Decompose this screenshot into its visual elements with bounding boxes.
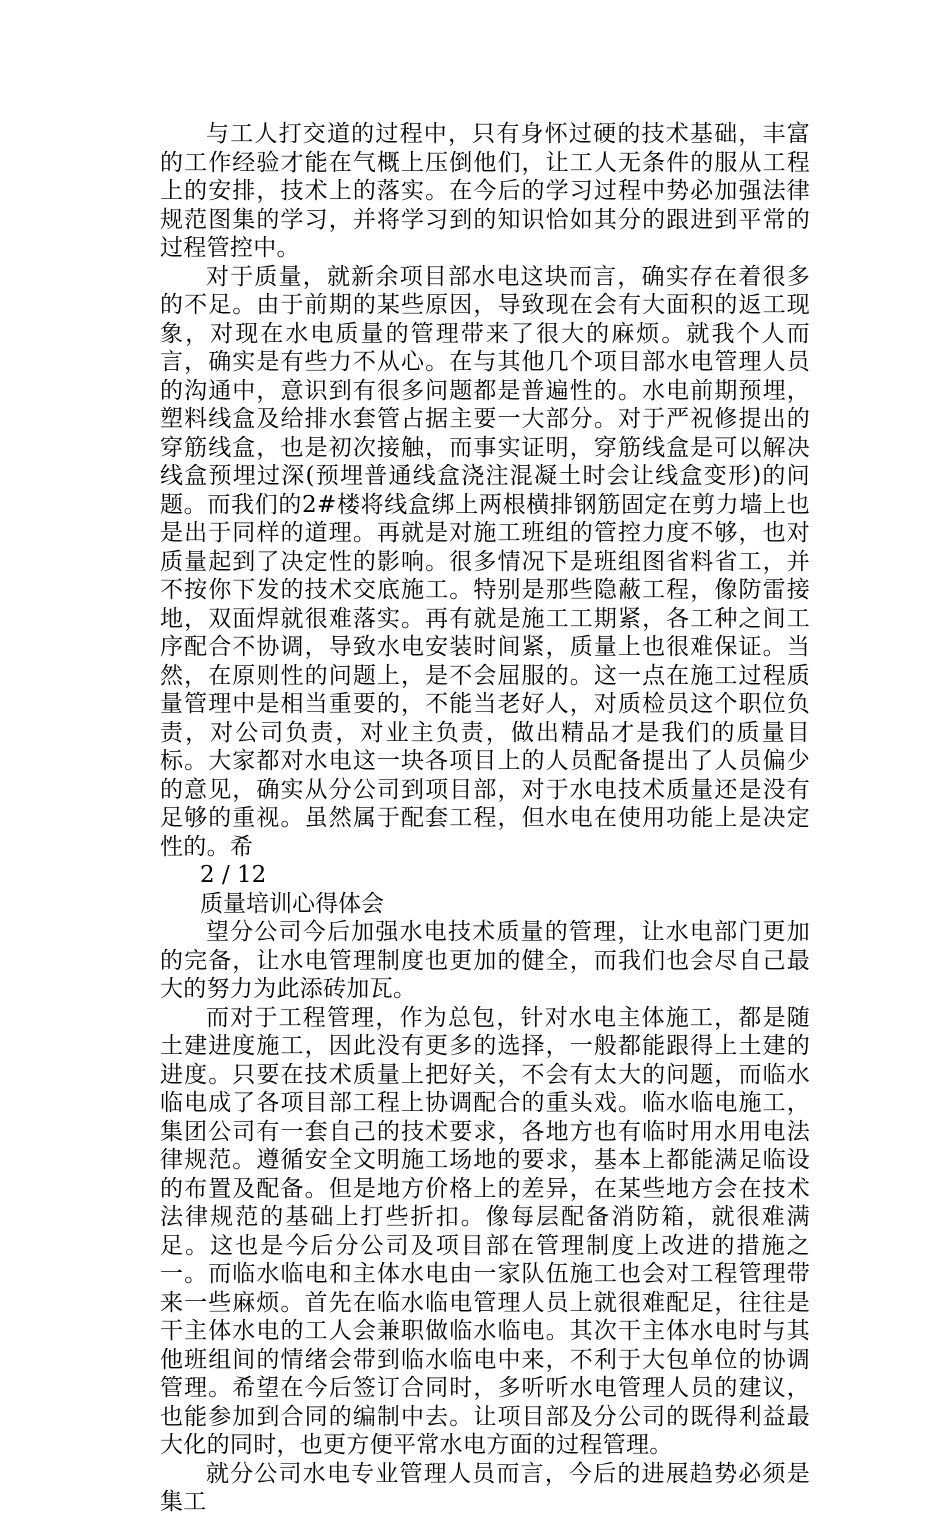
doc-title: 质量培训心得体会 [200,890,384,917]
document-page [160,120,810,1517]
paragraph-workers: 与工人打交道的过程中，只有身怀过硬的技术基础，丰富的工作经验才能在气概上压倒他们，让工人无条件的服从工程上的安排，技术上的落实。在今后的学习过程中势必加强法律规范图集的学习，并将学习到的知识恰如其分的跟进到平常的过程管控中。 [160,121,810,261]
page-number: 2 / 12 [200,862,267,888]
paragraph-quality: 对于质量，就新余项目部水电这块而言，确实存在着很多的不足。由于前期的某些原因，导致现在会有大面积的返工现象，对现在水电质量的管理带来了很大的麻烦。就我个人而言，确实是有些力不从心。在与其他几个项目部水电管理人员的沟通中，意识到有很多问题都是普遍性的。水电前期预埋，塑料线盒及给排水套管占据主要一大部分。对于严祝修提出的穿筋线盒，也是初次接触，而事实证明，穿筋线盒是可以解决线盒预埋过深(预埋普通线盒浇注混凝土时会让线盒变形)的问题。而我们的2#楼将线盒绑上两根横排钢筋固定在剪力墙上也是出于同样的道理。再就是对施工班组的管控力度不够，也对质量起到了决定性的影响。很多情况下是班组图省料省工，并不按你下发的技术交底施工。特别是那些隐蔽工程，像防雷接地，双面焊就很难落实。再有就是施工工期紧，各工种之间工序配合不协调，导致水电安装时间紧，质量上也很难保证。当然，在原则性的问题上，是不会屈服的。这一点在施工过程质量管理中是相当重要的，不能当老好人，对质检员这个职位负责，对公司负责，对业主负责，做出精品才是我们的质量目标。大家都对水电这一块各项目上的人员配备提出了人员偏少的意见，确实从分公司到项目部，对于水电技术质量还是没有足够的重视。虽然属于配套工程，但水电在使用功能上是决定性的。希 [160,263,810,860]
paragraph-staff: 就分公司水电专业管理人员而言，今后的进展趋势必须是集工 [160,1460,810,1515]
paragraph-management: 而对于工程管理，作为总包，针对水电主体施工，都是随土建进度施工，因此没有更多的选择，一般都能跟得上土建的进度。只要在技术质量上把好关，不会有太大的问题，而临水临电成了各项目部工程上协调配合的重头戏。临水临电施工，集团公司有一套自己的技术要求，各地方也有临时用水用电法律规范。遵循安全文明施工场地的要求，基本上都能满足临设的布置及配备。但是地方价格上的差异，在某些地方会在技术法律规范的基础上打些折扣。像每层配备消防箱，就很难满足。这也是今后分公司及项目部在管理制度上改进的措施之一。而临水临电和主体水电由一家队伍施工也会对工程管理带来一些麻烦。首先在临水临电管理人员上就很难配足，往往是干主体水电的工人会兼职做临水临电。其次干主体水电时与其他班组间的情绪会带到临水临电中来，不利于大包单位的协调管理。希望在今后签订合同时，多听听水电管理人员的建议，也能参加到合同的编制中去。让项目部及分公司的既得利益最大化的同时，也更方便平常水电方面的过程管理。 [160,1004,810,1458]
paragraph-continuation: 望分公司今后加强水电技术质量的管理，让水电部门更加的完备，让水电管理制度也更加的健全，而我们也会尽自己最大的努力为此添砖加瓦。 [160,919,810,1002]
